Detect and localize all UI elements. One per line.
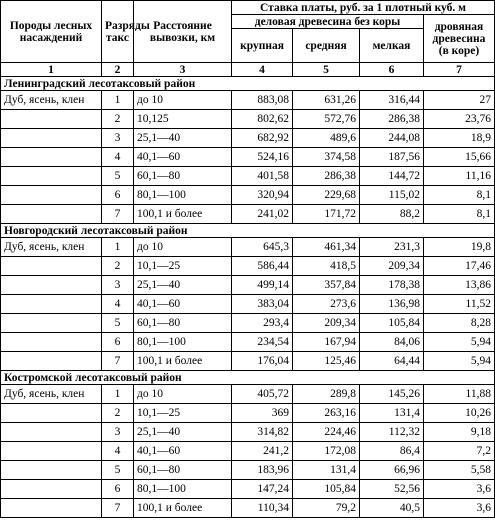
table-row <box>1 423 495 442</box>
header-large: крупная <box>232 29 293 63</box>
cell-firewood: 8,1 <box>424 205 495 224</box>
table-row <box>1 461 495 480</box>
header-rank: Разряды такс <box>102 1 134 63</box>
cell-distance: 40,1—60 <box>134 442 232 461</box>
table-row <box>1 499 495 518</box>
cell-small: 187,56 <box>360 148 424 167</box>
header-small: мелкая <box>360 29 424 63</box>
cell-large: 241,02 <box>232 205 293 224</box>
table-row <box>1 404 495 423</box>
cell-large: 401,58 <box>232 167 293 186</box>
table-row <box>1 91 495 110</box>
cell-rank: 6 <box>102 480 134 499</box>
region-title: Новгородский лесотаксовый район <box>1 224 495 238</box>
cell-firewood: 11,52 <box>424 295 495 314</box>
cell-distance: 60,1—80 <box>134 314 232 333</box>
cell-firewood: 3,6 <box>424 499 495 518</box>
cell-medium: 289,8 <box>293 385 360 404</box>
table-row <box>1 167 495 186</box>
table-row <box>1 110 495 129</box>
cell-distance: 25,1—40 <box>134 276 232 295</box>
cell-medium: 229,68 <box>293 186 360 205</box>
cell-large: 183,96 <box>232 461 293 480</box>
cell-small: 52,56 <box>360 480 424 499</box>
cell-large: 314,82 <box>232 423 293 442</box>
cell-distance: 80,1—100 <box>134 186 232 205</box>
cell-species <box>1 205 102 224</box>
cell-species <box>1 461 102 480</box>
cell-small: 178,38 <box>360 276 424 295</box>
cell-large: 176,04 <box>232 352 293 371</box>
cell-species <box>1 480 102 499</box>
cell-rank: 2 <box>102 404 134 423</box>
cell-species <box>1 110 102 129</box>
cell-large: 293,4 <box>232 314 293 333</box>
cell-firewood: 18,9 <box>424 129 495 148</box>
cell-large: 110,34 <box>232 499 293 518</box>
cell-species: Дуб, ясень, клен <box>1 238 102 257</box>
table-row <box>1 257 495 276</box>
cell-firewood: 3,6 <box>424 480 495 499</box>
cell-small: 86,4 <box>360 442 424 461</box>
cell-distance: 10,125 <box>134 110 232 129</box>
cell-medium: 167,94 <box>293 333 360 352</box>
cell-medium: 273,6 <box>293 295 360 314</box>
table-row <box>1 295 495 314</box>
cell-firewood: 8,28 <box>424 314 495 333</box>
region-title: Ленинградский лесотаксовый район <box>1 77 495 91</box>
cell-species <box>1 404 102 423</box>
cell-rank: 7 <box>102 352 134 371</box>
table-row <box>1 238 495 257</box>
table-row <box>1 314 495 333</box>
cell-distance: 60,1—80 <box>134 167 232 186</box>
cell-large: 682,92 <box>232 129 293 148</box>
table-row <box>1 480 495 499</box>
cell-firewood: 10,26 <box>424 404 495 423</box>
cell-small: 66,96 <box>360 461 424 480</box>
cell-species <box>1 257 102 276</box>
cell-distance: 60,1—80 <box>134 461 232 480</box>
table-row <box>1 148 495 167</box>
cell-distance: 10,1—25 <box>134 404 232 423</box>
cell-medium: 171,72 <box>293 205 360 224</box>
column-number: 1 <box>1 63 102 77</box>
header-distance: Расстояние вывозки, км <box>134 1 232 63</box>
cell-firewood: 5,94 <box>424 352 495 371</box>
column-number: 5 <box>293 63 360 77</box>
cell-distance: 25,1—40 <box>134 129 232 148</box>
cell-rank: 4 <box>102 295 134 314</box>
cell-rank: 7 <box>102 499 134 518</box>
cell-medium: 263,16 <box>293 404 360 423</box>
column-number: 7 <box>424 63 495 77</box>
cell-rank: 3 <box>102 129 134 148</box>
cell-firewood: 11,16 <box>424 167 495 186</box>
cell-medium: 374,58 <box>293 148 360 167</box>
cell-rank: 6 <box>102 186 134 205</box>
column-number: 4 <box>232 63 293 77</box>
cell-firewood: 23,76 <box>424 110 495 129</box>
cell-species <box>1 148 102 167</box>
cell-distance: 25,1—40 <box>134 423 232 442</box>
cell-large: 241,2 <box>232 442 293 461</box>
cell-medium: 489,6 <box>293 129 360 148</box>
region-title: Костромской лесотаксовый район <box>1 371 495 385</box>
cell-small: 244,08 <box>360 129 424 148</box>
cell-large: 369 <box>232 404 293 423</box>
cell-species <box>1 423 102 442</box>
header-species: Породы лесных насаждений <box>1 1 102 63</box>
cell-medium: 286,38 <box>293 167 360 186</box>
cell-species: Дуб, ясень, клен <box>1 91 102 110</box>
cell-firewood: 7,2 <box>424 442 495 461</box>
cell-small: 209,34 <box>360 257 424 276</box>
cell-small: 145,26 <box>360 385 424 404</box>
cell-species <box>1 352 102 371</box>
cell-medium: 418,5 <box>293 257 360 276</box>
cell-distance: 40,1—60 <box>134 295 232 314</box>
cell-distance: до 10 <box>134 385 232 404</box>
cell-rank: 3 <box>102 276 134 295</box>
cell-medium: 224,46 <box>293 423 360 442</box>
table-header <box>1 1 495 77</box>
cell-species <box>1 499 102 518</box>
cell-firewood: 11,88 <box>424 385 495 404</box>
cell-distance: 80,1—100 <box>134 333 232 352</box>
cell-rank: 1 <box>102 238 134 257</box>
cell-distance: 40,1—60 <box>134 148 232 167</box>
cell-rank: 4 <box>102 442 134 461</box>
table-row <box>1 333 495 352</box>
cell-rank: 5 <box>102 167 134 186</box>
table-row <box>1 186 495 205</box>
cell-distance: 10,1—25 <box>134 257 232 276</box>
cell-small: 88,2 <box>360 205 424 224</box>
header-price-group: Ставка платы, руб. за 1 плотный куб. м <box>232 1 495 15</box>
cell-large: 499,14 <box>232 276 293 295</box>
header-medium: средняя <box>293 29 360 63</box>
cell-rank: 5 <box>102 314 134 333</box>
cell-medium: 105,84 <box>293 480 360 499</box>
column-number: 6 <box>360 63 424 77</box>
cell-small: 40,5 <box>360 499 424 518</box>
cell-distance: до 10 <box>134 91 232 110</box>
cell-large: 524,16 <box>232 148 293 167</box>
cell-firewood: 8,1 <box>424 186 495 205</box>
cell-species <box>1 167 102 186</box>
cell-large: 405,72 <box>232 385 293 404</box>
cell-small: 64,44 <box>360 352 424 371</box>
cell-medium: 79,2 <box>293 499 360 518</box>
column-number-row <box>1 63 495 77</box>
region-header-row <box>1 371 495 385</box>
table-row <box>1 385 495 404</box>
cell-large: 320,94 <box>232 186 293 205</box>
cell-rank: 2 <box>102 110 134 129</box>
cell-medium: 131,4 <box>293 461 360 480</box>
region-header-row <box>1 224 495 238</box>
cell-large: 586,44 <box>232 257 293 276</box>
cell-small: 144,72 <box>360 167 424 186</box>
cell-small: 112,32 <box>360 423 424 442</box>
cell-medium: 461,34 <box>293 238 360 257</box>
cell-large: 802,62 <box>232 110 293 129</box>
cell-medium: 631,26 <box>293 91 360 110</box>
cell-small: 316,44 <box>360 91 424 110</box>
cell-small: 105,84 <box>360 314 424 333</box>
cell-distance: 80,1—100 <box>134 480 232 499</box>
cell-firewood: 13,86 <box>424 276 495 295</box>
cell-distance: 100,1 и более <box>134 499 232 518</box>
cell-firewood: 5,94 <box>424 333 495 352</box>
cell-large: 383,04 <box>232 295 293 314</box>
cell-medium: 172,08 <box>293 442 360 461</box>
table-row <box>1 442 495 461</box>
cell-firewood: 15,66 <box>424 148 495 167</box>
cell-species <box>1 333 102 352</box>
cell-rank: 1 <box>102 385 134 404</box>
cell-rank: 7 <box>102 205 134 224</box>
cell-large: 234,54 <box>232 333 293 352</box>
table-row <box>1 276 495 295</box>
cell-small: 231,3 <box>360 238 424 257</box>
cell-firewood: 27 <box>424 91 495 110</box>
cell-firewood: 9,18 <box>424 423 495 442</box>
cell-small: 136,98 <box>360 295 424 314</box>
cell-large: 645,3 <box>232 238 293 257</box>
cell-small: 115,02 <box>360 186 424 205</box>
cell-medium: 125,46 <box>293 352 360 371</box>
cell-large: 147,24 <box>232 480 293 499</box>
cell-species <box>1 276 102 295</box>
header-firewood: дровяная древесина (в коре) <box>424 15 495 63</box>
cell-firewood: 17,46 <box>424 257 495 276</box>
cell-rank: 4 <box>102 148 134 167</box>
cell-species <box>1 295 102 314</box>
cell-species: Дуб, ясень, клен <box>1 385 102 404</box>
column-number: 3 <box>134 63 232 77</box>
cell-distance: до 10 <box>134 238 232 257</box>
cell-species <box>1 186 102 205</box>
cell-medium: 572,76 <box>293 110 360 129</box>
cell-medium: 357,84 <box>293 276 360 295</box>
cell-small: 286,38 <box>360 110 424 129</box>
cell-species <box>1 314 102 333</box>
cell-species <box>1 442 102 461</box>
cell-medium: 209,34 <box>293 314 360 333</box>
cell-distance: 100,1 и более <box>134 205 232 224</box>
table-row <box>1 352 495 371</box>
cell-rank: 2 <box>102 257 134 276</box>
cell-species <box>1 129 102 148</box>
table-body <box>1 77 495 518</box>
cell-rank: 6 <box>102 333 134 352</box>
cell-small: 131,4 <box>360 404 424 423</box>
cell-firewood: 5,58 <box>424 461 495 480</box>
cell-rank: 3 <box>102 423 134 442</box>
cell-large: 883,08 <box>232 91 293 110</box>
cell-firewood: 19,8 <box>424 238 495 257</box>
cell-rank: 5 <box>102 461 134 480</box>
header-business-timber: деловая древесина без коры <box>232 15 424 29</box>
cell-distance: 100,1 и более <box>134 352 232 371</box>
table-row <box>1 205 495 224</box>
cell-rank: 1 <box>102 91 134 110</box>
cell-small: 84,06 <box>360 333 424 352</box>
region-header-row <box>1 77 495 91</box>
table-row <box>1 129 495 148</box>
column-number: 2 <box>102 63 134 77</box>
